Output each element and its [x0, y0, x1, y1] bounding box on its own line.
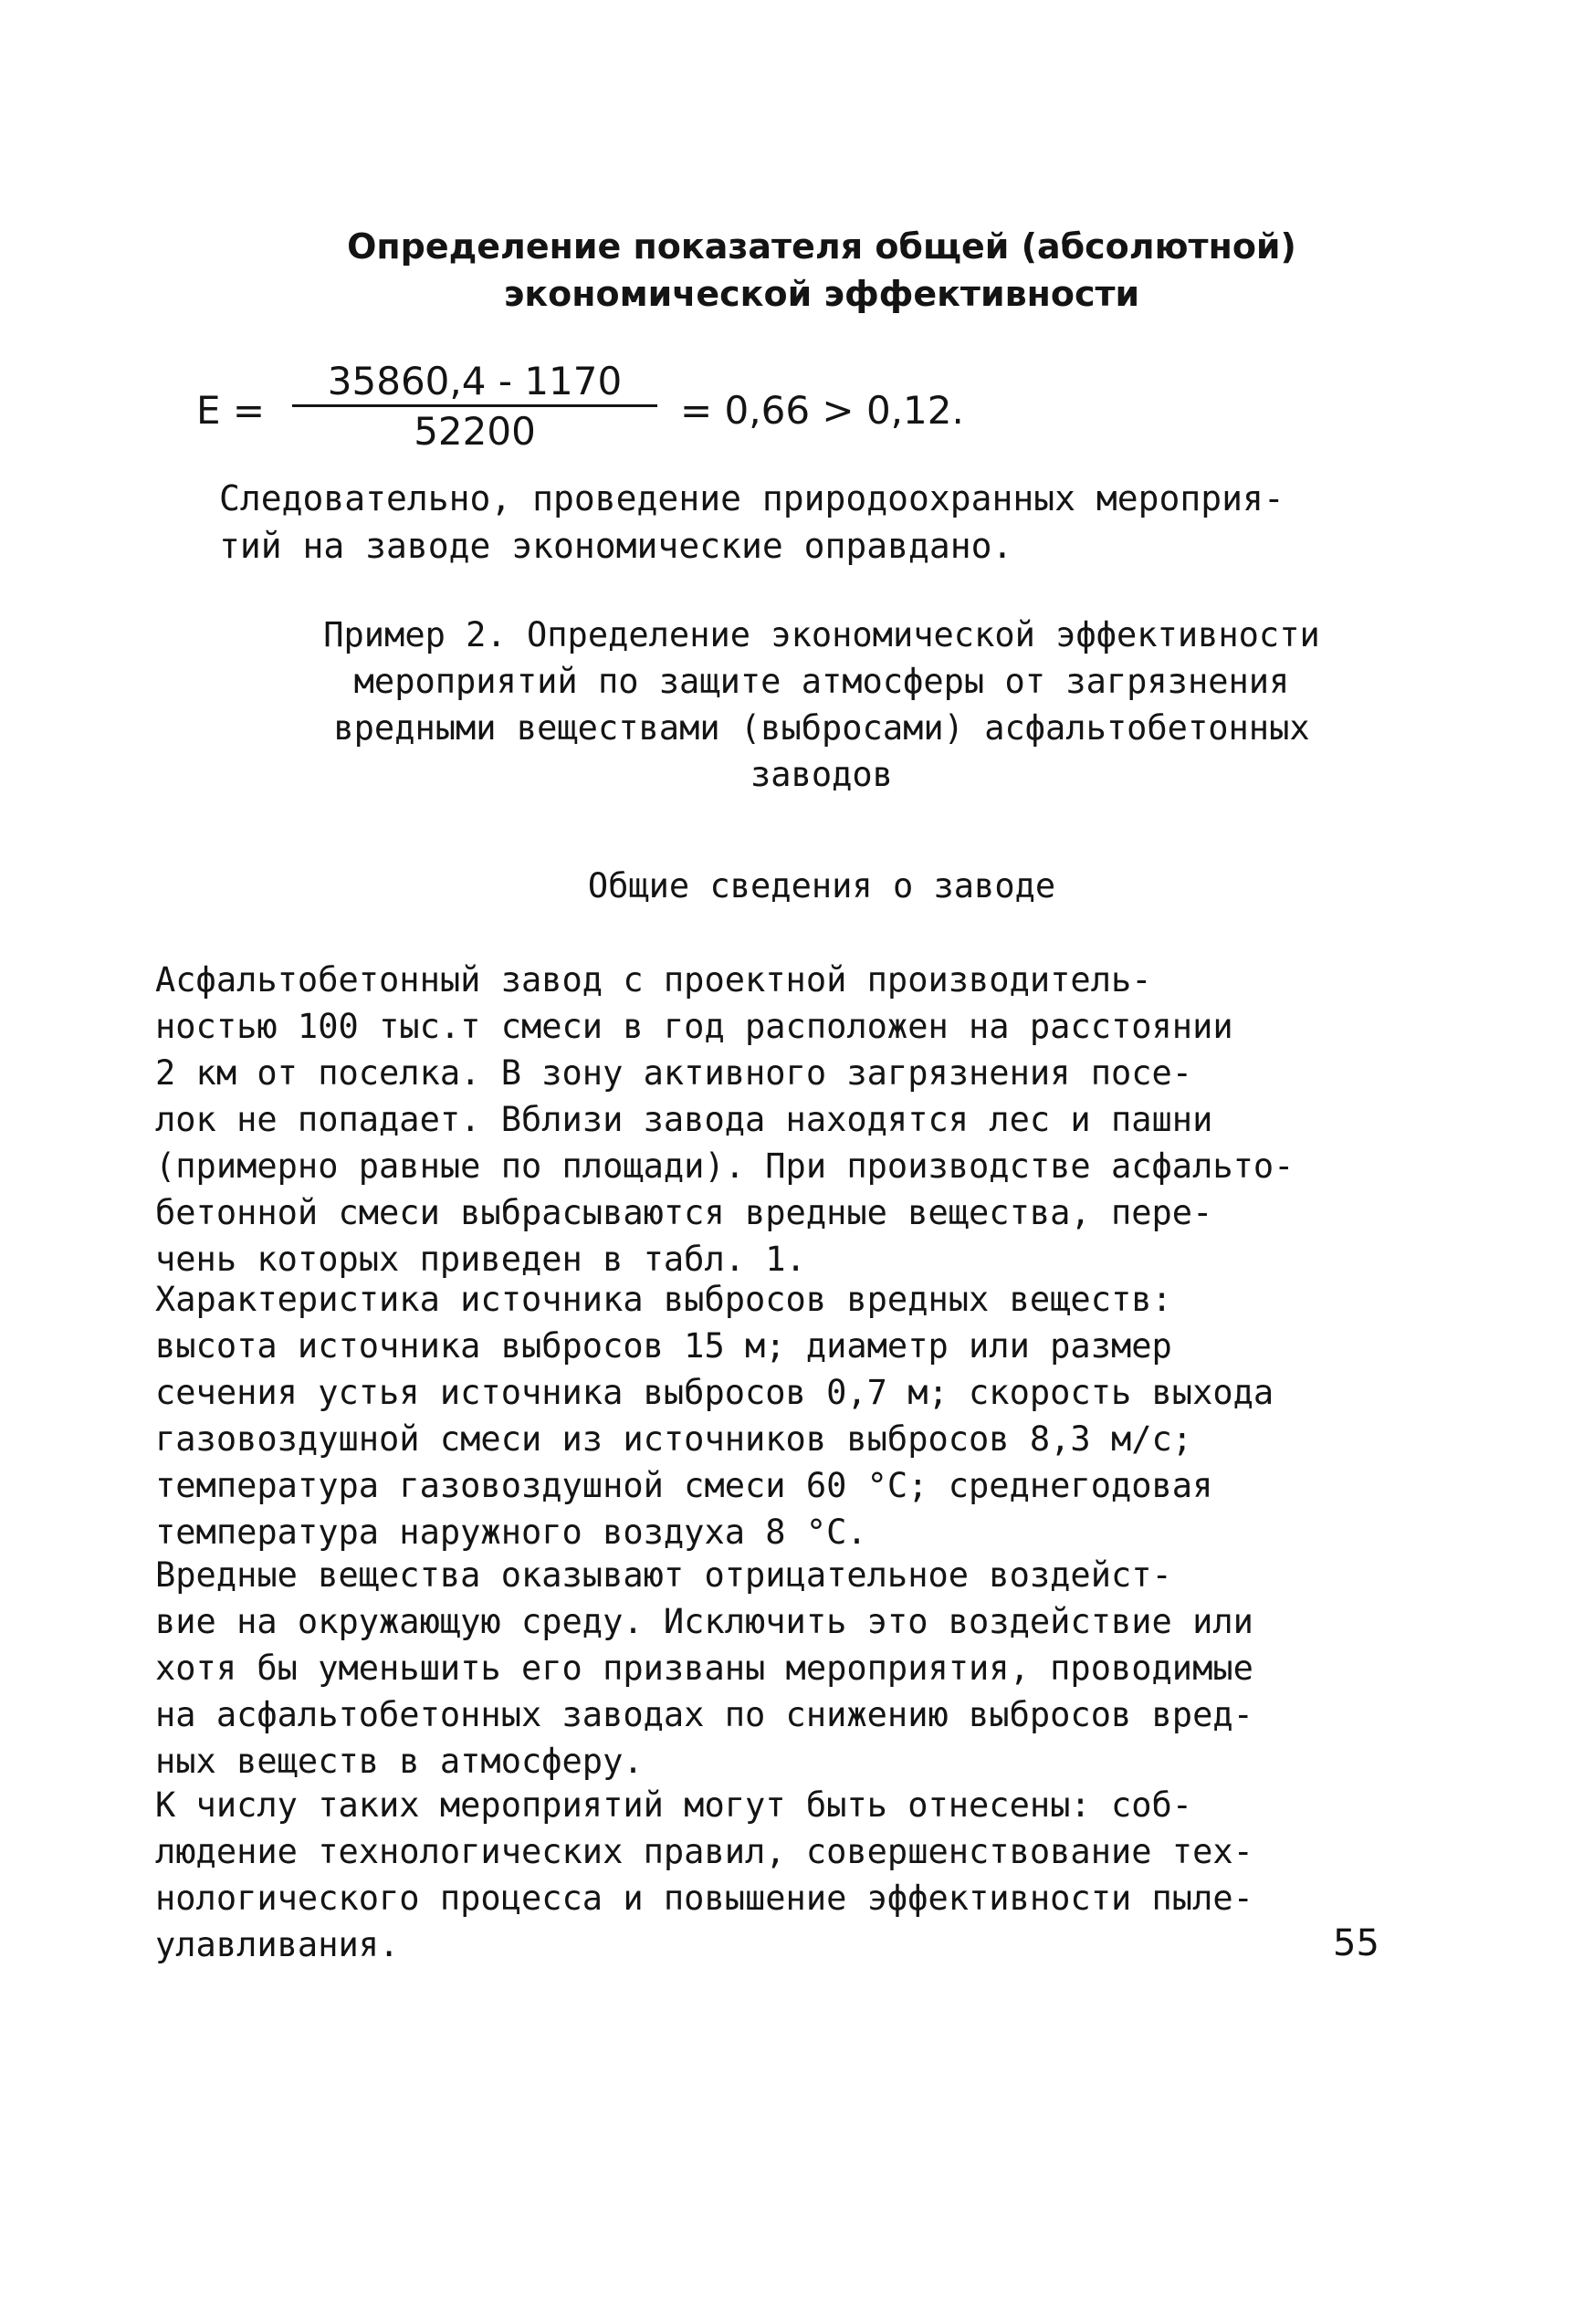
paragraph-1-line: чень которых приведен в табл. 1.: [155, 1240, 806, 1279]
example-line-3: вредными веществами (выбросами) асфальтобетонных: [333, 708, 1310, 748]
paragraph-2-line: температура наружного воздуха 8 °С.: [155, 1513, 867, 1552]
example-line-2: мероприятий по защите атмосферы от загрязнения: [353, 662, 1290, 701]
efficiency-formula: [196, 361, 1109, 461]
paragraph-4-line: людение технологических правил, совершенствование тех-: [155, 1832, 1253, 1871]
section-heading: [228, 223, 1415, 318]
paragraph-2-line: сечения устья источника выбросов 0,7 м; скорость выхода: [155, 1373, 1274, 1412]
paragraph-4-line: улавливания.: [155, 1925, 400, 1964]
example-line-1: Пример 2. Определение экономической эффективности: [323, 615, 1320, 654]
paragraph-3-line: на асфальтобетонных заводах по снижению выбросов вред-: [155, 1695, 1253, 1734]
paragraph-2-line: газовоздушной смеси из источников выбросов 8,3 м/с;: [155, 1419, 1193, 1459]
paragraph-1-line: Асфальтобетонный завод с проектной производитель-: [155, 960, 1152, 1000]
paragraph-3-line: Вредные вещества оказывают отрицательное воздейст-: [155, 1555, 1172, 1595]
paragraph-1-line: бетонной смеси выбрасываются вредные вещества, пере-: [155, 1193, 1213, 1232]
conclusion-line-1: Следовательно, проведение природоохранных мероприя-: [219, 478, 1285, 518]
paragraph-3-line: ных веществ в атмосферу.: [155, 1742, 644, 1781]
paragraph-4-line: К числу таких мероприятий могут быть отнесены: соб-: [155, 1785, 1193, 1825]
paragraph-2-line: Характеристика источника выбросов вредных веществ:: [155, 1280, 1172, 1319]
formula-lhs: E =: [196, 388, 266, 433]
paragraph-1-line: 2 км от поселка. В зону активного загрязнения посе-: [155, 1053, 1193, 1093]
paragraph-2-line: высота источника выбросов 15 м; диаметр или размер: [155, 1326, 1172, 1366]
formula-rhs: = 0,66 > 0,12.: [680, 388, 964, 433]
paragraph-1: [155, 957, 1294, 1282]
example-heading: [228, 612, 1415, 798]
paragraph-4-line: нологического процесса и повышение эффективности пыле-: [155, 1879, 1253, 1918]
paragraph-2: [155, 1276, 1274, 1555]
conclusion-line-2: тий на заводе экономические оправдано.: [219, 526, 1013, 566]
paragraph-1-line: (примерно равные по площади). При производстве асфальто-: [155, 1146, 1295, 1186]
paragraph-3-line: хотя бы уменьшить его призваны мероприятия, проводимые: [155, 1649, 1253, 1688]
heading-line-1: Определение показателя общей (абсолютной): [347, 226, 1296, 267]
paragraph-3-line: вие на окружающую среду. Исключить это воздействие или: [155, 1602, 1253, 1641]
formula-fraction: [292, 361, 657, 455]
formula-denominator: 52200: [414, 409, 536, 454]
paragraph-2-line: температура газовоздушной смеси 60 °С; среднегодовая: [155, 1466, 1213, 1505]
heading-line-2: экономической эффективности: [503, 274, 1140, 314]
section-title: Общие сведения о заводе: [587, 866, 1056, 906]
paragraph-3: [155, 1552, 1253, 1785]
paragraph-1-line: лок не попадает. Вблизи завода находятся лес и пашни: [155, 1100, 1213, 1139]
conclusion-paragraph: [219, 475, 1285, 570]
paragraph-4: [155, 1782, 1253, 1968]
paragraph-1-line: ностью 100 тыс.т смеси в год расположен на расстоянии: [155, 1007, 1233, 1046]
formula-numerator: 35860,4 - 1170: [292, 361, 657, 407]
page-number: 55: [1333, 1922, 1379, 1964]
example-line-4: заводов: [750, 755, 893, 794]
